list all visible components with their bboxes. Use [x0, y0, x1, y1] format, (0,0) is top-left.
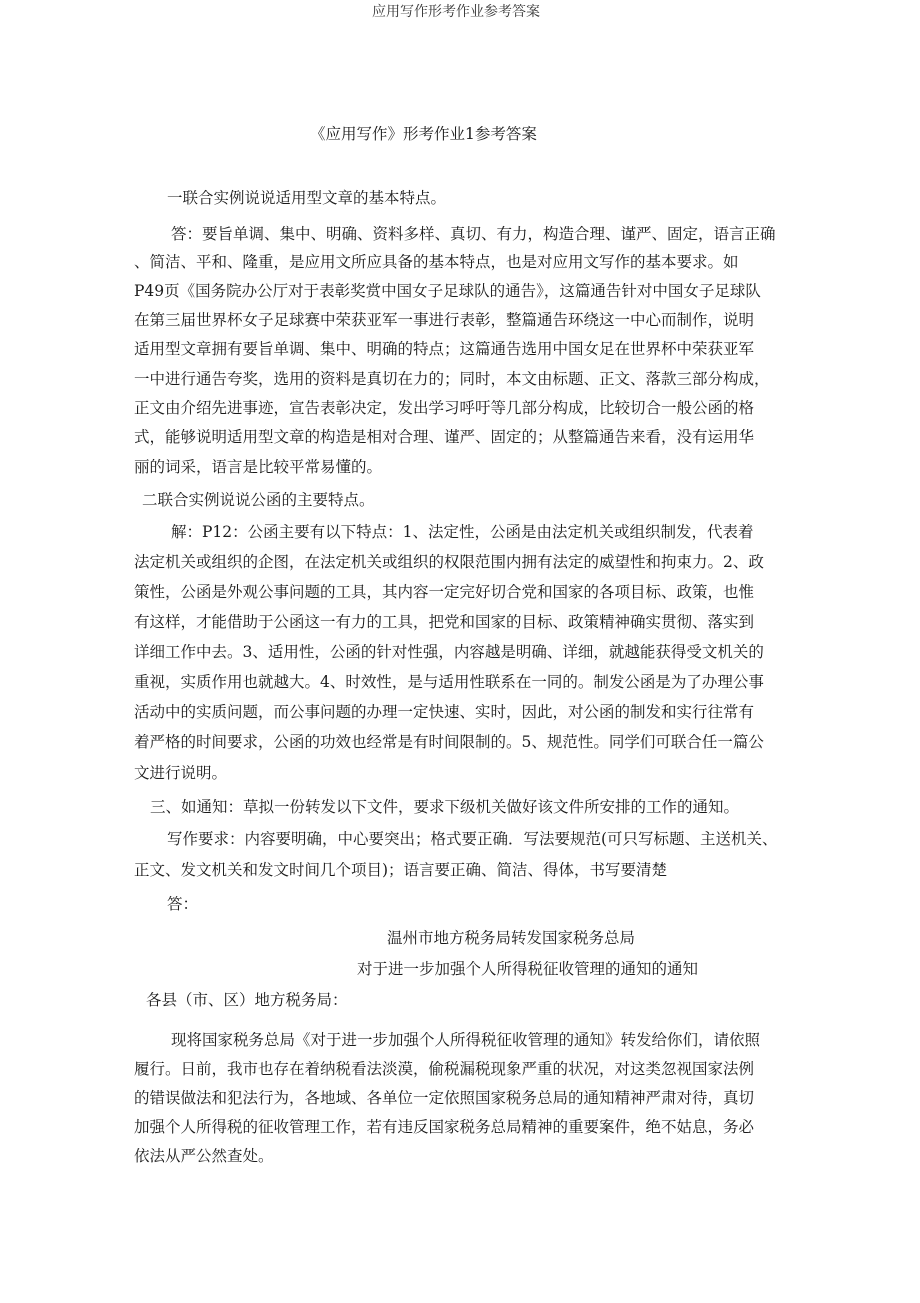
notice-body-line: 的错误做法和犯法行为，各地域、各单位一定依照国家税务总局的通知精神严肃对待，真切	[134, 1089, 755, 1107]
notice-title: 对于进一步加强个人所得税征收管理的通知的通知	[357, 960, 699, 978]
q3-requirement-line: 正文、发文机关和发文时间几个项目)；语言要正确、简洁、得体，书写要清楚	[134, 861, 668, 879]
q3-answer-label: 答：	[167, 895, 199, 913]
document-title: 《应用写作》形考作业1参考答案	[310, 125, 537, 143]
q1-answer-line: 式，能够说明适用型文章的构造是相对合理、谨严、固定的；从整篇通告来看，没有运用华	[134, 428, 755, 446]
q1-answer-line: 丽的词采，语言是比较平常易懂的。	[134, 458, 383, 476]
question-2: 二联合实例说说公函的主要特点。	[142, 491, 375, 509]
q2-answer-line: 有这样，才能借助于公函这一有力的工具，把党和国家的目标、政策精神确实贯彻、落实到	[134, 613, 755, 631]
q1-answer-line: P49页《国务院办公厅对于表彰奖赏中国女子足球队的通告》，这篇通告针对中国女子足球队	[134, 282, 761, 300]
notice-recipient: 各县（市、区）地方税务局：	[146, 991, 348, 1009]
q2-answer-line: 着严格的时间要求，公函的功效也经常是有时间限制的。5、规范性。同学们可联合任一篇公	[134, 733, 764, 751]
q2-answer-line: 活动中的实质问题，而公事问题的办理一定快速、实时，因此，对公函的制发和实行往常有	[134, 703, 755, 721]
q2-answer-line: 策性，公函是外观公事问题的工具，其内容一定完好切合党和国家的各项目标、政策，也惟	[134, 583, 755, 601]
notice-body-line: 加强个人所得税的征收管理工作，若有违反国家税务总局精神的重要案件，绝不姑息，务必	[134, 1118, 755, 1136]
q1-answer-line: 在第三届世界杯女子足球赛中荣获亚军一事进行表彰，整篇通告环绕这一中心而制作，说明	[134, 311, 755, 329]
notice-title: 温州市地方税务局转发国家税务总局	[387, 929, 636, 947]
q1-answer-line: 正文由介绍先进事迹，宣告表彰决定，发出学习呼吁等几部分构成，比较切合一般公函的格	[134, 399, 755, 417]
q1-answer-line: 答：要旨单调、集中、明确、资料多样、真切、有力，构造合理、谨严、固定，语言正确	[171, 225, 776, 243]
q2-answer-line: 重视，实质作用也就越大。4、时效性，是与适用性联系在一同的。制发公函是为了办理公事	[134, 673, 764, 691]
question-1: 一联合实例说说适用型文章的基本特点。	[167, 189, 447, 207]
page-header: 应用写作形考作业参考答案	[372, 4, 540, 20]
q3-requirement-line: 写作要求：内容要明确，中心要突出；格式要正确．写法要规范(可只写标题、主送机关、	[167, 830, 778, 848]
q1-answer-line: 一中进行通告夸奖，选用的资料是真切在力的；同时，本文由标题、正文、落款三部分构成，	[134, 370, 770, 388]
notice-body-line: 现将国家税务总局《对于进一步加强个人所得税征收管理的通知》转发给你们，请依照	[171, 1031, 761, 1049]
q2-answer-line: 法定机关或组织的企图，在法定机关或组织的权限范围内拥有法定的威望性和拘束力。2、政	[134, 553, 764, 571]
question-3: 三、如通知：草拟一份转发以下文件，要求下级机关做好该文件所安排的工作的通知。	[150, 798, 740, 816]
notice-body-line: 履行。日前，我市也存在着纳税看法淡漠，偷税漏税现象严重的状况，对这类忽视国家法例	[134, 1060, 755, 1078]
q1-answer-line: 适用型文章拥有要旨单调、集中、明确的特点；这篇通告选用中国女足在世界杯中荣获亚军	[134, 340, 755, 358]
q2-answer-line: 解：P12：公函主要有以下特点：1、法定性，公函是由法定机关或组织制发，代表着	[171, 523, 754, 541]
q1-answer-line: 、简洁、平和、隆重，是应用文所应具备的基本特点，也是对应用文写作的基本要求。如	[134, 253, 739, 271]
q2-answer-line: 文进行说明。	[134, 764, 228, 782]
q2-answer-line: 详细工作中去。3、适用性，公函的针对性强，内容越是明确、详细，就越能获得受文机关的	[134, 643, 764, 661]
notice-body-line: 依法从严公然查处。	[134, 1147, 274, 1165]
